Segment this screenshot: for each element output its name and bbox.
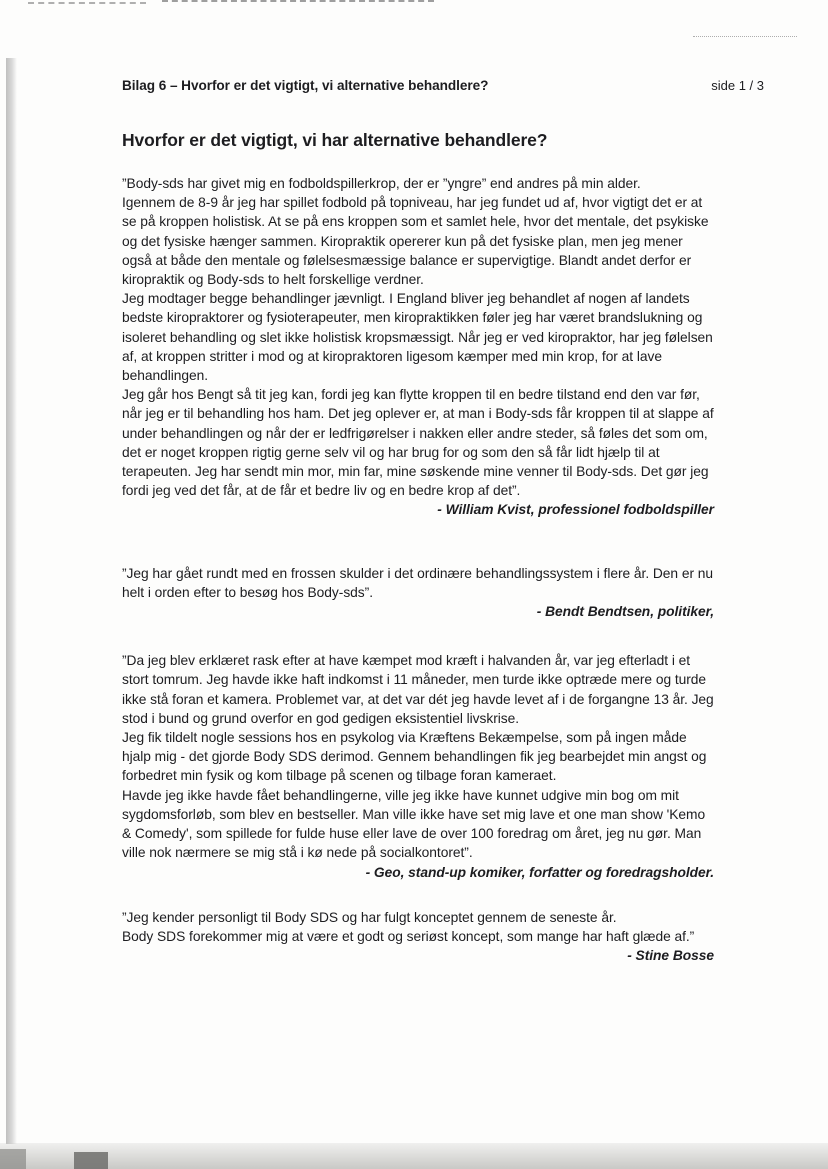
quote-section-bendt-bendtsen <box>122 564 714 622</box>
quote-paragraph: Igennem de 8-9 år jeg har spillet fodbold på topniveau, har jeg fundet ud af, hvor vigtigt det er at se på kroppen holistisk. At se på ens kroppen som et samlet hele, hvor det mentale, det psykiske og det fysiske hænger sammen. Kiropraktik opererer kun på det fysiske plan, men jeg mener også at både den mentale og følelsesmæssige balance er supervigtige. Blandt andet derfor er kiropraktik og Body-sds to helt forskellige verdner. <box>122 195 709 288</box>
quote-attribution: - Bendt Bendtsen, politiker, <box>536 604 714 620</box>
quote-paragraph: Havde jeg ikke havde fået behandlingerne, ville jeg ikke have kunnet udgive min bog om mit sygdomsforløb, som blev en bestseller. Man ville ikke have set mig lave et one man show 'Kemo & Comedy', som spillede for fulde huse eller lave de over 100 foredrag om året, jeg nu gør. Man ville nok nærmere se mig stå i kø nede på socialkontoret”. <box>122 787 706 861</box>
scan-artifact-top-dash-right <box>162 0 434 2</box>
main-heading: Hvorfor er det vigtigt, vi har alternative behandlere? <box>122 130 548 150</box>
quote-paragraph: Jeg går hos Bengt så tit jeg kan, fordi jeg kan flytte kroppen til en bedre tilstand end den var før, når jeg er til behandling hos ham. Det jeg oplever er, at man i Body-sds får kroppen til at slappe af under behandlingen og når der er ledfrigørelser i nakken eller andre steder, så føles det som om, det er noget kroppen rigtig gerne selv vil og har brug for og som den så får lidt hjælp til at terapeuten. Jeg har sendt min mor, min far, mine søskende mine venner til Body-sds. Det gør jeg fordi jeg ved det får, at de får et bedre liv og en bedre krop af det”. <box>122 387 714 499</box>
quote-attribution: - William Kvist, professionel fodboldspiller <box>437 502 714 518</box>
page-number: side 1 / 3 <box>711 78 764 93</box>
scan-artifact-bottom-mark <box>74 1152 108 1169</box>
quote-paragraph: ”Jeg kender personligt til Body SDS og har fulgt konceptet gennem de seneste år. <box>122 909 617 925</box>
quote-section-stine-bosse <box>122 908 714 966</box>
quote-paragraph: ”Body-sds har givet mig en fodboldspillerkrop, der er ”yngre” end andres på min alder. <box>122 176 641 191</box>
quote-attribution: - Geo, stand-up komiker, forfatter og foredragsholder. <box>365 864 714 880</box>
page-header <box>122 78 764 93</box>
quote-section-geo <box>122 651 714 881</box>
quote-paragraph: Jeg fik tildelt nogle sessions hos en psykolog via Kræftens Bekæmpelse, som på ingen måde hjalp mig - det gjorde Body SDS derimod. Gennem behandlingen fik jeg bearbejdet min angst og forbedret min fysik og kom tilbage på scenen og tilbage foran kameraet. <box>122 730 707 784</box>
scan-artifact-top-dash-left <box>28 2 146 4</box>
quote-paragraph: Body SDS forekommer mig at være et godt og seriøst koncept, som mange har haft glæde af.” <box>122 928 695 944</box>
quote-attribution: - Stine Bosse <box>627 948 714 964</box>
scan-artifact-bottom-corner <box>0 1149 26 1169</box>
scan-artifact-bottom-band <box>0 1143 828 1169</box>
scan-artifact-dotted-line <box>693 36 797 37</box>
document-content <box>122 78 764 965</box>
quote-paragraph: ”Jeg har gået rundt med en frossen skulder i det ordinære behandlingssystem i flere år. Den er nu helt i orden efter to besøg hos Body-sds”. <box>122 565 714 600</box>
scan-artifact-left-edge-shadow <box>6 58 17 1144</box>
document-title: Bilag 6 – Hvorfor er det vigtigt, vi alternative behandlere? <box>122 78 489 93</box>
quote-paragraph: ”Da jeg blev erklæret rask efter at have kæmpet mod kræft i halvanden år, var jeg efterladt i et stort tomrum. Jeg havde ikke haft indkomst i 11 måneder, men turde ikke optræde mere og turde ikke stå foran et kamera. Problemet var, at det var dét jeg havde levet af i de forgangne 13 år. Jeg stod i bund og grund overfor en god gedigen eksistentiel livskrise. <box>122 653 714 726</box>
quote-paragraph: Jeg modtager begge behandlinger jævnligt. I England bliver jeg behandlet af nogen af landets bedste kiropraktorer og fysioterapeuter, men kiropraktikken føler jeg har været brandslukning og isoleret behandling og slet ikke holistisk kropsmæssigt. Når jeg er ved kiropraktor, har jeg følelsen af, at kroppen stritter i mod og at kiropraktoren ligesom kæmper med min krop, for at lave behandlingen. <box>122 291 713 384</box>
quote-section-william-kvist <box>122 174 714 520</box>
document-body <box>122 174 714 965</box>
